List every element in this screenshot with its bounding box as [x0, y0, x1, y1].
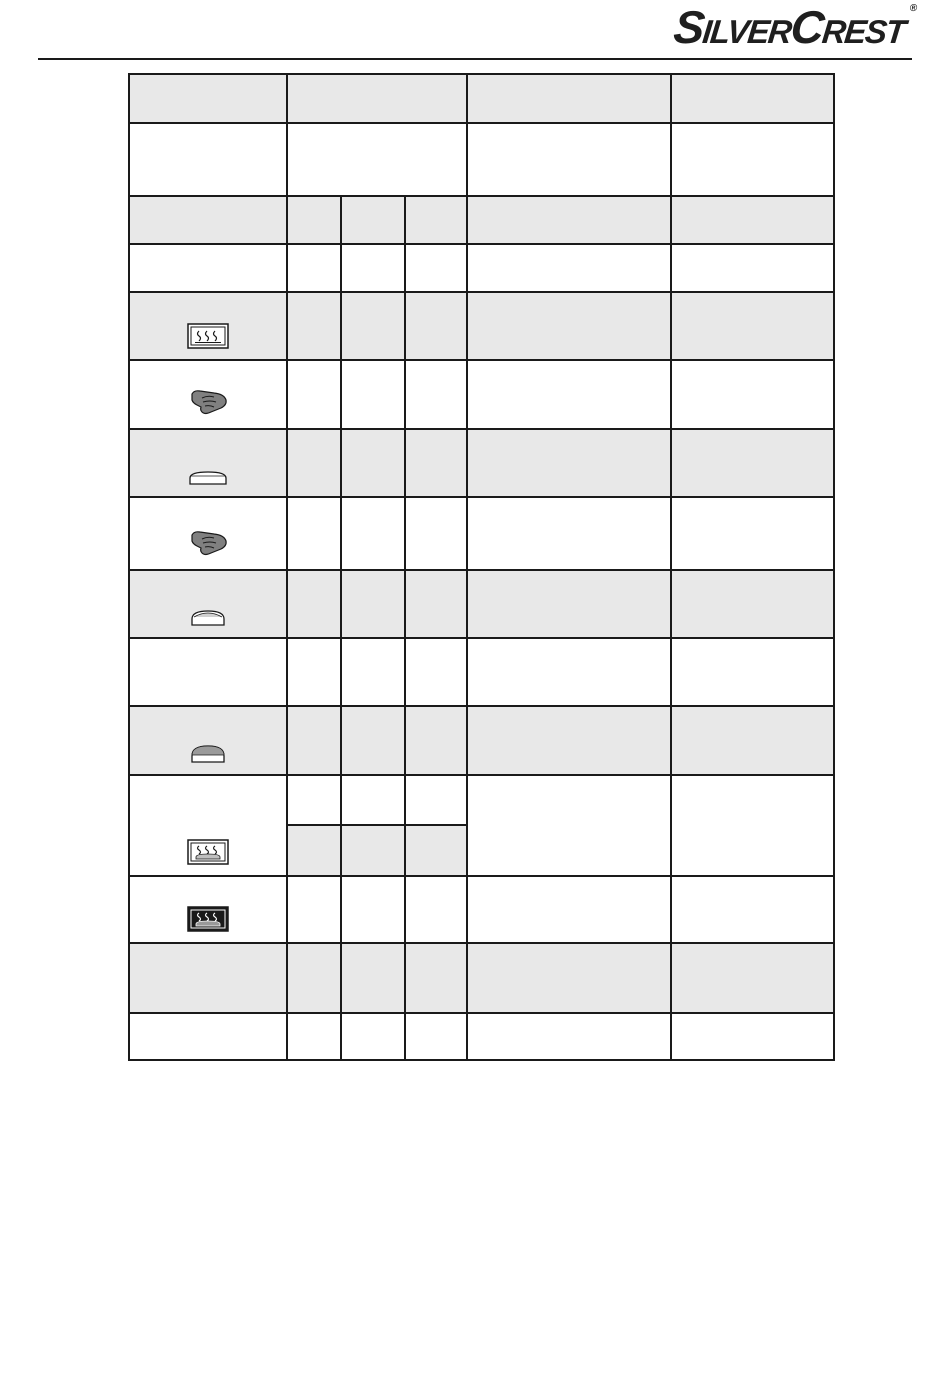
- table-row: [129, 1013, 834, 1060]
- table-row: [129, 775, 834, 825]
- header-rule: [38, 58, 912, 60]
- table-cell: [405, 876, 467, 943]
- table-row: [129, 943, 834, 1013]
- table-cell: [129, 74, 287, 123]
- table-row: [129, 74, 834, 123]
- table-cell: [671, 876, 834, 943]
- table-cell: [405, 360, 467, 429]
- table-cell: [287, 638, 341, 706]
- table-cell: [467, 876, 671, 943]
- table-row: [129, 196, 834, 244]
- kneading-hand-icon: [188, 388, 228, 418]
- table-cell: [129, 570, 287, 638]
- table-cell: [405, 292, 467, 360]
- table-cell: [467, 497, 671, 570]
- table-cell: [405, 1013, 467, 1060]
- table-cell: [467, 74, 671, 123]
- table-cell: [467, 706, 671, 775]
- table-cell: [341, 706, 405, 775]
- table-cell: [671, 497, 834, 570]
- table-cell: [467, 638, 671, 706]
- table-cell: [287, 429, 341, 497]
- table-cell: [467, 292, 671, 360]
- table-cell: [129, 196, 287, 244]
- table-cell: [287, 825, 341, 876]
- table-cell: [129, 292, 287, 360]
- table-cell: [467, 196, 671, 244]
- table-cell: [467, 1013, 671, 1060]
- dark-crust-icon: [190, 744, 226, 764]
- table-cell: [341, 638, 405, 706]
- table-cell: [287, 775, 341, 825]
- table-cell: [129, 244, 287, 292]
- table-cell: [467, 244, 671, 292]
- table-cell: [671, 123, 834, 196]
- table-row: [129, 244, 834, 292]
- table-cell: [671, 943, 834, 1013]
- table-cell: [129, 360, 287, 429]
- table-cell: [671, 638, 834, 706]
- program-table: [128, 73, 835, 1061]
- table-cell: [341, 196, 405, 244]
- table-cell: [129, 943, 287, 1013]
- table-cell: [287, 244, 341, 292]
- table-cell: [129, 123, 287, 196]
- table-cell: [671, 74, 834, 123]
- table-cell: [671, 360, 834, 429]
- table-row: [129, 360, 834, 429]
- table-cell: [341, 292, 405, 360]
- table-row: [129, 123, 834, 196]
- table-cell: [129, 876, 287, 943]
- table-cell: [341, 876, 405, 943]
- table-cell: [287, 570, 341, 638]
- table-cell: [341, 497, 405, 570]
- table-cell: [671, 196, 834, 244]
- table-row: [129, 876, 834, 943]
- table-cell: [341, 244, 405, 292]
- table-cell: [287, 943, 341, 1013]
- table-cell: [129, 1013, 287, 1060]
- table-cell: [129, 638, 287, 706]
- table-cell: [405, 196, 467, 244]
- table-row: [129, 292, 834, 360]
- table-cell: [287, 706, 341, 775]
- table-cell: [287, 292, 341, 360]
- table-cell: [671, 775, 834, 876]
- table-cell: [341, 825, 405, 876]
- table-cell: [405, 497, 467, 570]
- table-cell: [129, 706, 287, 775]
- medium-crust-icon: [190, 609, 226, 627]
- kneading-hand-icon: [188, 529, 228, 559]
- table-row: [129, 638, 834, 706]
- table-cell: [129, 429, 287, 497]
- table-row: [129, 706, 834, 775]
- table-cell: [405, 244, 467, 292]
- table-cell: [467, 429, 671, 497]
- oven-bread-icon: [187, 839, 229, 865]
- table-cell: [341, 429, 405, 497]
- table-cell: [405, 429, 467, 497]
- table-cell: [287, 497, 341, 570]
- table-cell: [671, 1013, 834, 1060]
- table-cell: [341, 943, 405, 1013]
- table-cell: [467, 360, 671, 429]
- table-row: [129, 429, 834, 497]
- table-cell: [287, 360, 341, 429]
- table-cell: [405, 638, 467, 706]
- table-cell: [287, 123, 467, 196]
- table-cell: [671, 429, 834, 497]
- table-cell: [405, 943, 467, 1013]
- table-cell: [341, 1013, 405, 1060]
- table-cell: [287, 74, 467, 123]
- silvercrest-logo: SILVERCREST®: [671, 1, 917, 53]
- table-cell: [341, 570, 405, 638]
- table-cell: [405, 775, 467, 825]
- table-cell: [129, 775, 287, 876]
- table-row: [129, 497, 834, 570]
- table-cell: [129, 497, 287, 570]
- oven-heat-icon: [187, 323, 229, 349]
- table-cell: [671, 706, 834, 775]
- table-cell: [405, 825, 467, 876]
- table-cell: [671, 244, 834, 292]
- table-cell: [405, 706, 467, 775]
- table-cell: [467, 943, 671, 1013]
- keep-warm-icon: [187, 906, 229, 932]
- table-cell: [287, 196, 341, 244]
- table-row: [129, 570, 834, 638]
- table-cell: [287, 876, 341, 943]
- table-cell: [405, 570, 467, 638]
- light-crust-icon: [188, 470, 228, 486]
- table-cell: [341, 775, 405, 825]
- table-cell: [671, 292, 834, 360]
- table-cell: [467, 570, 671, 638]
- table-cell: [287, 1013, 341, 1060]
- table-cell: [341, 360, 405, 429]
- table-cell: [467, 775, 671, 876]
- table-cell: [467, 123, 671, 196]
- table-cell: [671, 570, 834, 638]
